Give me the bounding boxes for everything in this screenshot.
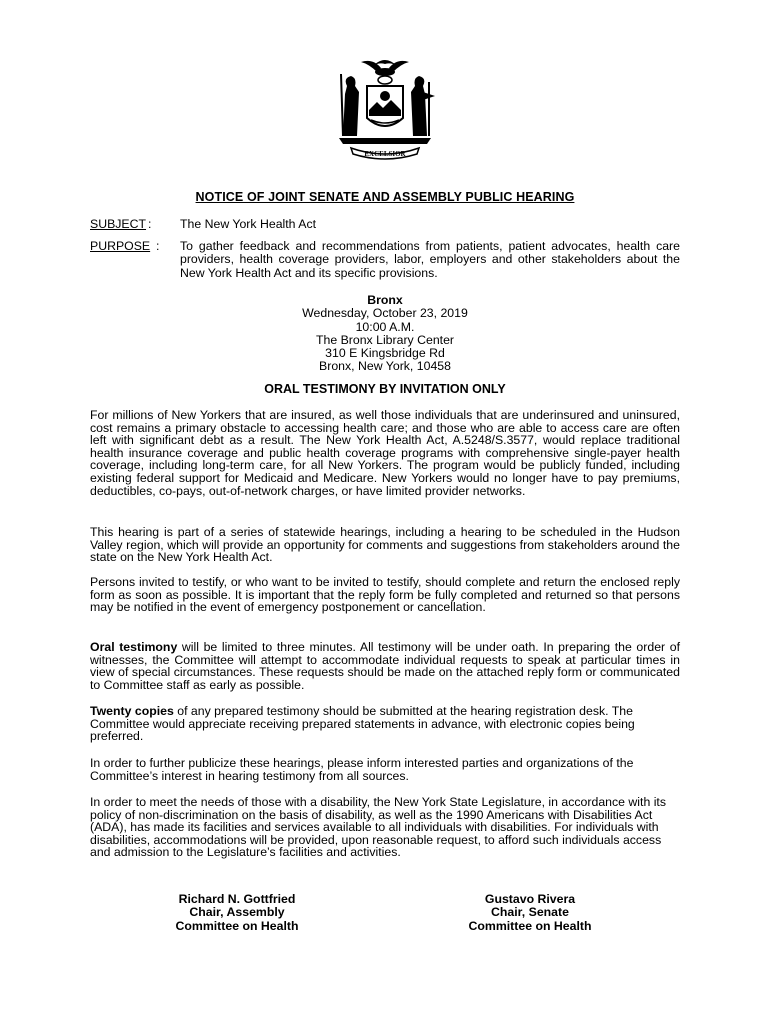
oral-testimony-heading: ORAL TESTIMONY BY INVITATION ONLY bbox=[264, 382, 506, 396]
signature-committee: Committee on Health bbox=[468, 918, 592, 933]
event-time: 10:00 A.M. bbox=[355, 319, 415, 334]
signature-assembly-chair bbox=[127, 893, 347, 933]
page-title: NOTICE OF JOINT SENATE AND ASSEMBLY PUBLIC HEARING bbox=[195, 190, 575, 204]
subject-label: SUBJECT bbox=[90, 217, 147, 231]
signature-role: Chair, Assembly bbox=[189, 905, 285, 920]
purpose-label: PURPOSE bbox=[90, 239, 151, 253]
paragraph-invited: Persons invited to testify, or who want to be invited to testify, should complete and return the enclosed reply form as soon as possible. It is important that the reply form be fully completed and returned so that persons may be notified in the event of emergency postponement or cancellation. bbox=[90, 575, 680, 615]
paragraph-disability: In order to meet the needs of those with a disability, the New York State Legislature, in accordance with its policy of non-discrimination on the basis of disability, as well as the 1990 Americans with Disabilities Act (ADA), has made its facilities and services available to all individuals with disabilities. For individuals with disabilities, accommodations will be provided, upon reasonable request, to afford such individuals access and admission to the Legislature’s facilities and activities. bbox=[90, 795, 666, 860]
signature-senate-chair bbox=[420, 893, 640, 933]
purpose-value: To gather feedback and recommendations from patients, patient advocates, health care providers, health coverage providers, labor, employers and other stakeholders about the New York Health Act and its specific provisions. bbox=[180, 239, 680, 280]
new-york-state-seal-icon bbox=[325, 52, 445, 160]
seal-motto: EXCELSIOR bbox=[364, 150, 406, 158]
twenty-copies-text: of any prepared testimony should be submitted at the hearing registration desk. The Committee would appreciate receiving prepared statements in advance, with electronic copies being preferred. bbox=[90, 704, 635, 744]
event-street: 310 E Kingsbridge Rd bbox=[325, 346, 445, 361]
twenty-copies-bold: Twenty copies bbox=[90, 704, 174, 718]
subject-value: The New York Health Act bbox=[180, 217, 317, 231]
event-details bbox=[0, 294, 770, 374]
signature-committee: Committee on Health bbox=[175, 918, 299, 933]
event-date: Wednesday, October 23, 2019 bbox=[302, 306, 468, 321]
paragraph-oral-testimony bbox=[90, 641, 680, 691]
oral-testimony-bold: Oral testimony bbox=[90, 640, 178, 654]
event-location: Bronx bbox=[367, 293, 403, 307]
paragraph-series: This hearing is part of a series of statewide hearings, including a hearing to be scheduled in the Hudson Valley region, which will provide an opportunity for comments and suggestions from stakeholders around the state on the New York Health Act. bbox=[90, 525, 680, 565]
purpose-colon: : bbox=[156, 239, 160, 253]
signature-name: Gustavo Rivera bbox=[484, 892, 576, 906]
paragraph-publicize: In order to further publicize these hearings, please inform interested parties and organizations of the Committee’s interest in hearing testimony from all sources. bbox=[90, 756, 634, 783]
signature-role: Chair, Senate bbox=[491, 905, 569, 920]
paragraph-overview: For millions of New Yorkers that are insured, as well those individuals that are underinsured and uninsured, cost remains a primary obstacle to accessing health care; and those who are able to access care are often left with significant debt as a result. The New York Health Act, A.5248/S.3577, would replace traditional health insurance coverage and public health coverage programs with comprehensive single-payer health coverage, including long-term care, for all New Yorkers. The program would be publicly funded, including existing federal support for Medicaid and Medicare. New Yorkers would no longer have to pay premiums, deductibles, co-pays, out-of-network charges, or have limited provider networks. bbox=[90, 408, 680, 498]
subject-colon: : bbox=[148, 217, 152, 231]
event-venue: The Bronx Library Center bbox=[315, 332, 455, 347]
paragraph-copies bbox=[90, 705, 680, 743]
oral-testimony-text: will be limited to three minutes. All testimony will be under oath. In preparing the order of witnesses, the Committee will attempt to accommodate individual requests to speak at particular times in view of special circumstances. These requests should be made on the attached reply form or communicated to Committee staff as early as possible. bbox=[90, 640, 680, 692]
signature-name: Richard N. Gottfried bbox=[178, 892, 296, 906]
event-city: Bronx, New York, 10458 bbox=[319, 359, 451, 374]
